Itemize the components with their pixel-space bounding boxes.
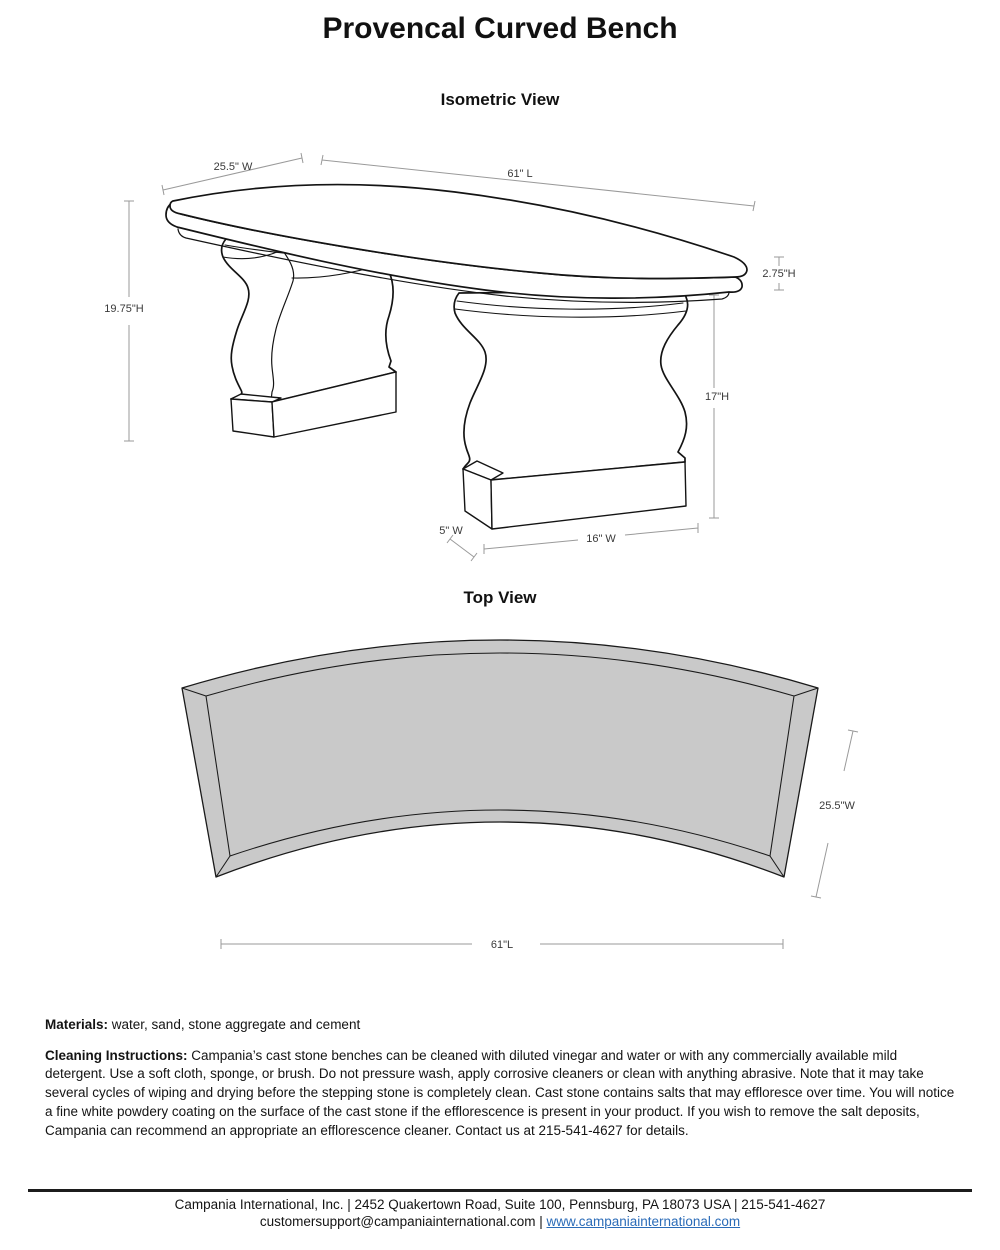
top-view-length-label: 61"L	[490, 939, 514, 951]
top-view-width-label: 25.5"W	[819, 800, 855, 812]
iso-overall-height-label: 19.75"H	[104, 303, 144, 315]
cleaning-instructions-text: Campania’s cast stone benches can be cleaned with diluted vinegar and water or with any commercially available mild detergent. Use a soft cloth, sponge, or brush. Do not pressure wash, apply corrosive cleaners or clean with anything abrasive. Note that it may take several cycles of wiping and drying before the stepping stone is completely clean. Cast stone contains salts that may effloresce over time. You will notice a fine white powdery coating on the surface of the cast stone if the efflorescence is present in your product. If you wish to remove the salt deposits, Campania can recommend an appropriate an efflorescence cleaner. Contact us at 215-541-4627 for details.	[45, 1047, 955, 1139]
isometric-drawing	[0, 130, 1000, 575]
footer-separator: |	[535, 1214, 547, 1229]
footer-email: customersupport@campaniainternational.com	[259, 1214, 536, 1229]
cleaning-instructions-label: Cleaning Instructions:	[45, 1047, 188, 1063]
isometric-view-heading: Isometric View	[440, 90, 560, 109]
footer-divider	[28, 1189, 972, 1192]
cleaning-instructions-paragraph	[45, 1047, 957, 1141]
iso-leg-height-label: 17"H	[704, 391, 730, 403]
materials-paragraph	[45, 1016, 957, 1035]
footer-contact-line	[0, 1214, 1000, 1229]
iso-seat-width-label: 25.5" W	[213, 161, 253, 173]
top-view-shape	[182, 640, 818, 877]
bench-right-leg	[454, 291, 687, 529]
footer-website-link[interactable]: www.campaniainternational.com	[546, 1214, 741, 1229]
materials-label: Materials:	[45, 1016, 109, 1032]
top-view-heading: Top View	[463, 588, 537, 607]
iso-base-depth-label: 5" W	[439, 525, 463, 537]
iso-base-width-label: 16" W	[586, 533, 616, 545]
iso-seat-length-label: 61" L	[507, 168, 533, 180]
left-plinth-front	[231, 399, 274, 437]
top-view-drawing	[0, 620, 1000, 965]
materials-text: water, sand, stone aggregate and cement	[108, 1016, 361, 1032]
footer-company-line: Campania International, Inc. | 2452 Quakertown Road, Suite 100, Pennsburg, PA 18073 USA | 215-541-4627	[174, 1197, 826, 1212]
right-plinth-front	[463, 469, 492, 529]
iso-seat-thickness-label: 2.75"H	[762, 268, 796, 280]
page-title: Provencal Curved Bench	[322, 12, 678, 45]
